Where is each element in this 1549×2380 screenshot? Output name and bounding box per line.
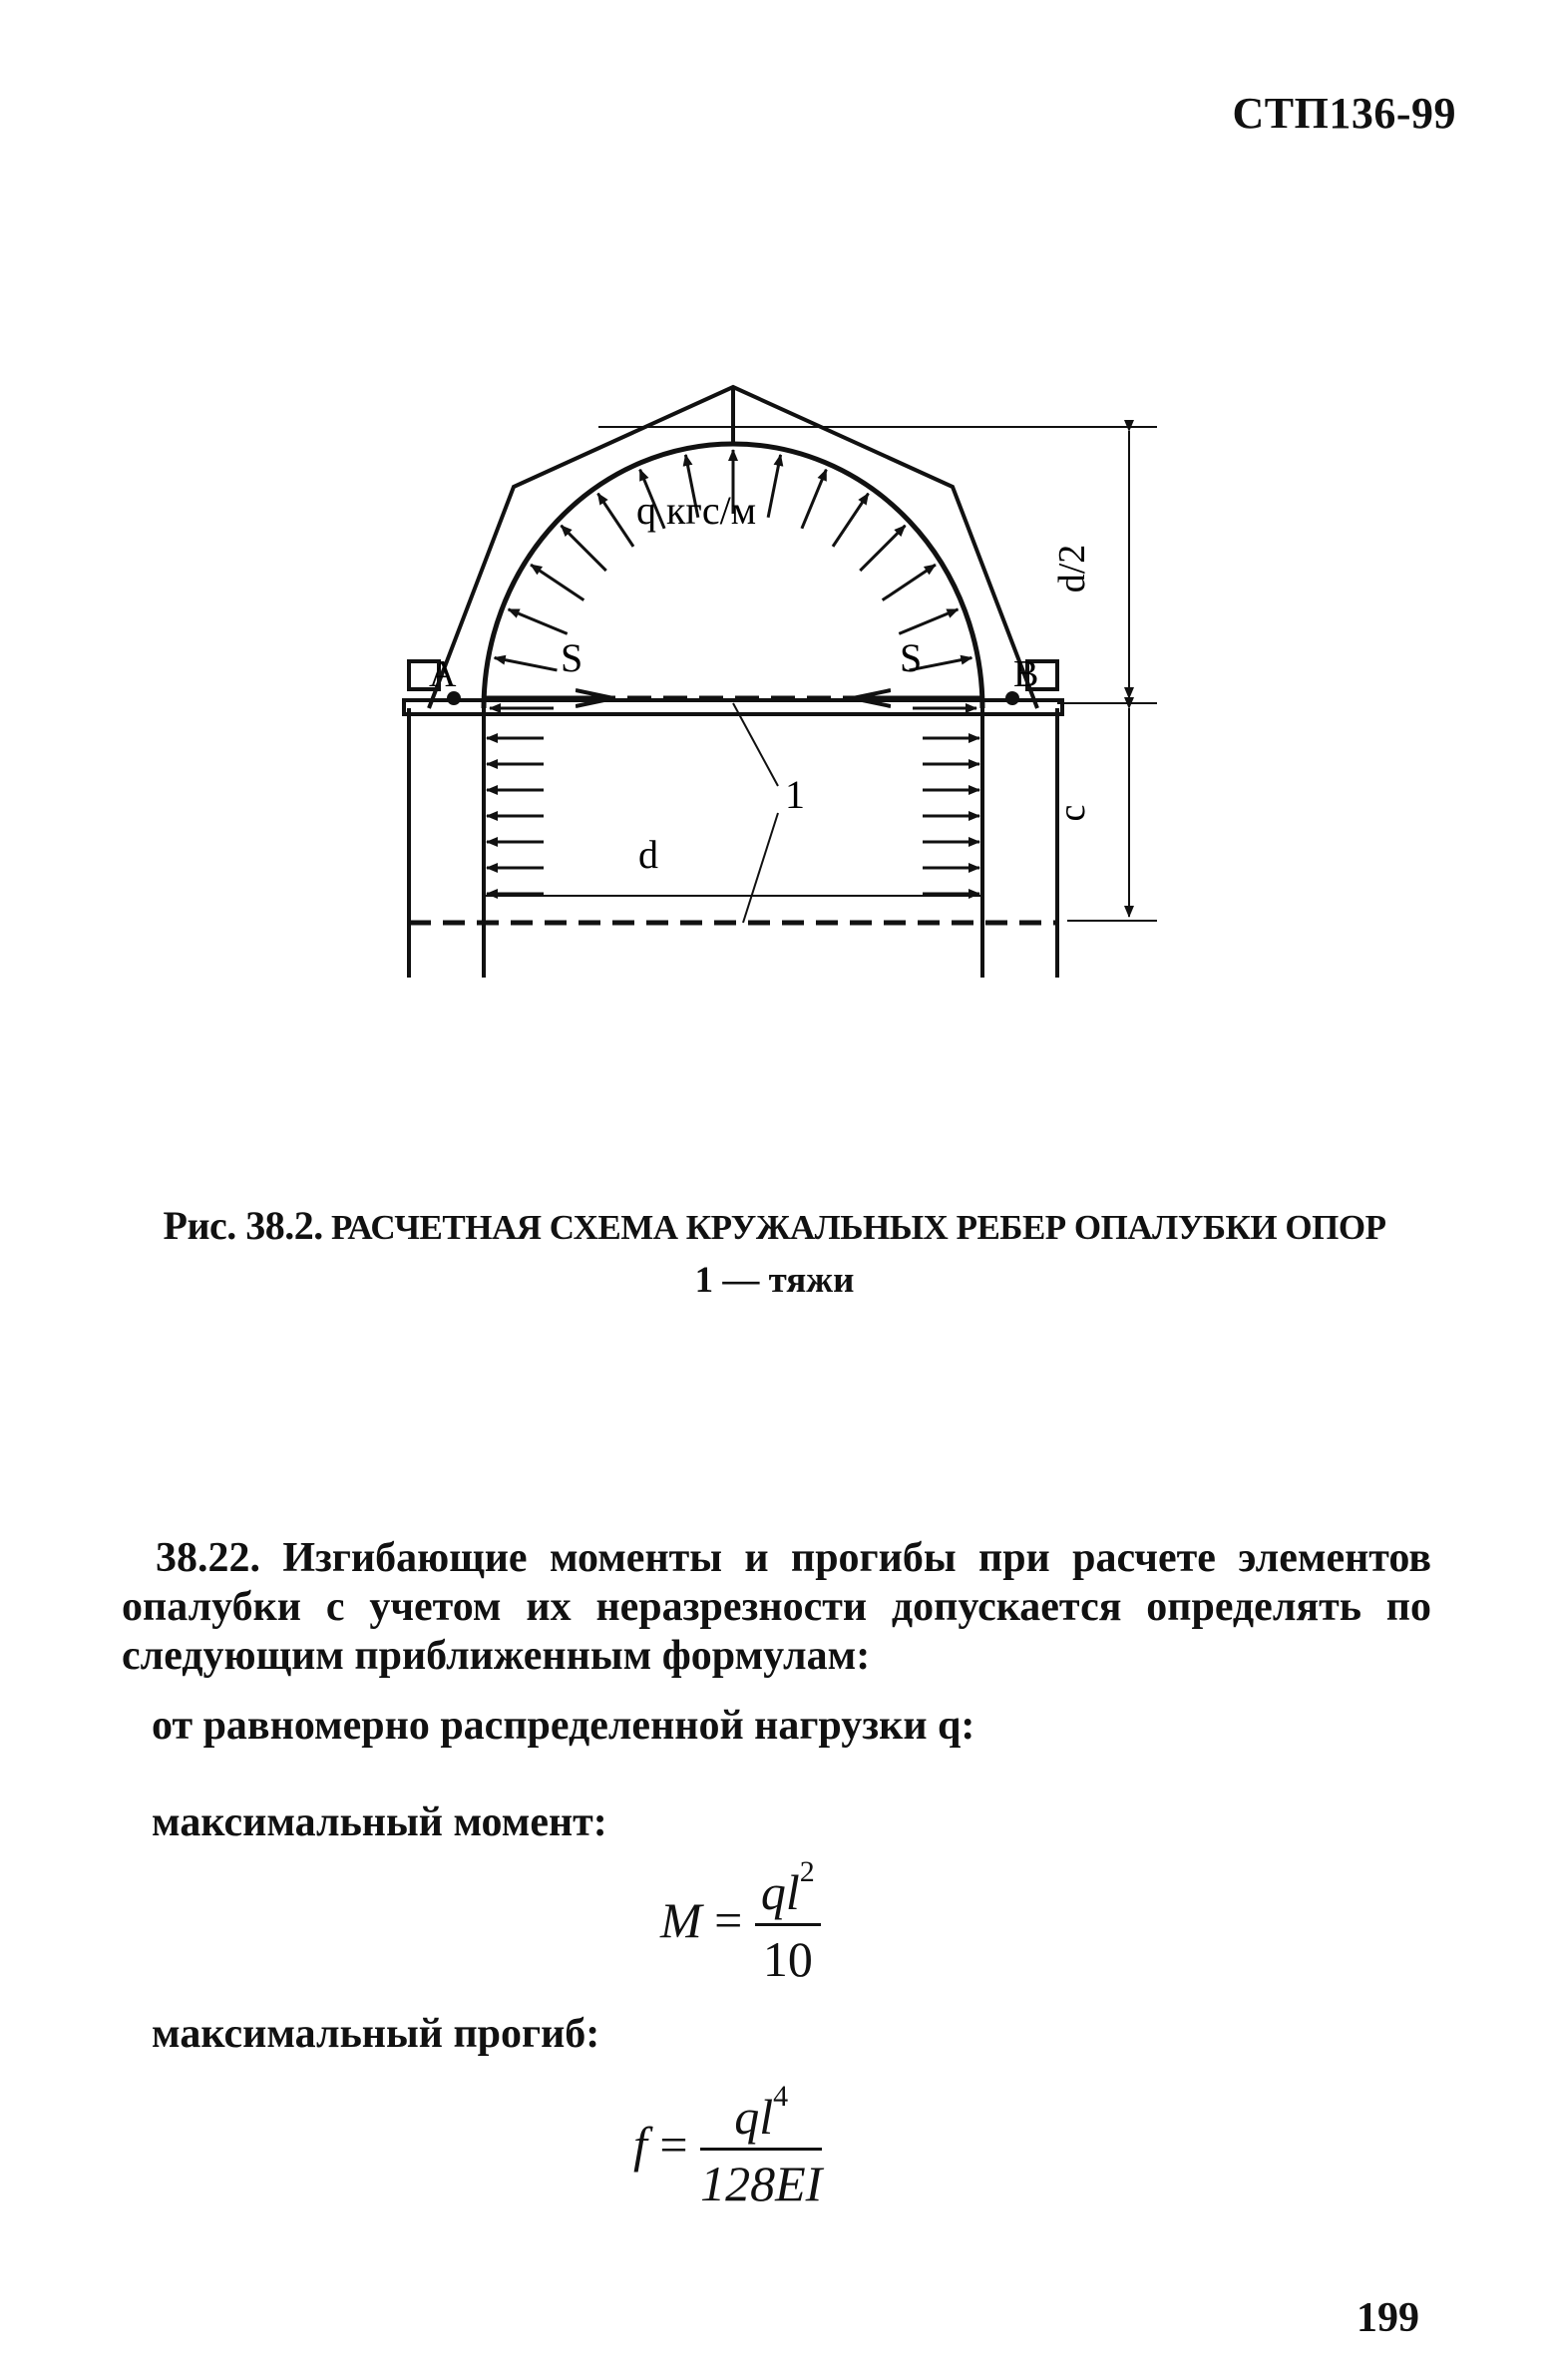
deflection-formula bbox=[633, 2080, 823, 2212]
left-post bbox=[409, 661, 484, 978]
label-force-right: S bbox=[900, 635, 923, 680]
label-height-c: c bbox=[1051, 804, 1093, 822]
label-load: q кгс/м bbox=[636, 488, 757, 533]
label-force-left: S bbox=[561, 635, 583, 680]
arch-load-arrow bbox=[860, 526, 905, 571]
tie-callout-leader-2 bbox=[743, 813, 778, 923]
arch-load-arrow bbox=[561, 526, 605, 571]
caption-figure-number: Рис. 38.2. bbox=[163, 1203, 323, 1248]
arch-load-arrow bbox=[531, 565, 583, 600]
arch-load-arrow bbox=[509, 609, 568, 633]
deflection-lhs: f bbox=[633, 2116, 647, 2173]
moment-formula bbox=[660, 1855, 821, 1988]
label-point-b: B bbox=[1013, 653, 1039, 695]
label-span: d bbox=[638, 832, 658, 877]
page-number: 199 bbox=[1356, 2295, 1419, 2341]
formwork-diagram bbox=[389, 369, 1177, 988]
arch-load-arrow bbox=[768, 455, 780, 518]
wall-load-arrows bbox=[487, 738, 979, 894]
label-tie-callout: 1 bbox=[785, 772, 805, 817]
arch-outer-truss bbox=[429, 387, 1037, 708]
figure-caption bbox=[0, 1202, 1549, 1302]
label-half-span: d/2 bbox=[1051, 544, 1093, 594]
arch-load-arrow bbox=[495, 657, 558, 669]
moment-fraction bbox=[755, 1855, 821, 1988]
paragraph-38-22 bbox=[0, 1534, 1549, 1681]
deflection-fraction bbox=[700, 2080, 823, 2212]
paragraph-text: 38.22. Изгибающие моменты и прогибы при расчете элементов опалубки с учетом их неразрезности допускается определять по следующим приближенным формулам: bbox=[122, 1535, 1431, 1679]
arch-load-arrow bbox=[802, 470, 826, 529]
label-point-a: A bbox=[429, 653, 457, 695]
deflection-denominator: 128EI bbox=[700, 2156, 823, 2211]
right-post bbox=[982, 661, 1057, 978]
moment-numerator: ql bbox=[760, 1864, 800, 1920]
document-code: СТП136-99 bbox=[1232, 89, 1456, 138]
deflection-numerator: ql bbox=[734, 2089, 774, 2145]
deflection-label: максимальный прогиб: bbox=[152, 2011, 600, 2057]
load-type-line: от равномерно распределенной нагрузки q: bbox=[152, 1703, 975, 1749]
moment-label: максимальный момент: bbox=[152, 1799, 607, 1845]
deflection-exponent: 4 bbox=[773, 2080, 789, 2113]
caption-title: РАСЧЕТНАЯ СХЕМА КРУЖАЛЬНЫХ РЕБЕР ОПАЛУБКИ ОПОР bbox=[331, 1208, 1386, 1247]
arch-load-arrow bbox=[597, 494, 633, 547]
arch-load-arrow bbox=[883, 565, 936, 600]
moment-lhs: M bbox=[660, 1891, 702, 1948]
deflection-equals: = bbox=[659, 2116, 688, 2173]
arch-load-arrow bbox=[899, 609, 958, 633]
arch-load-arrow bbox=[833, 494, 869, 547]
moment-equals: = bbox=[714, 1891, 743, 1948]
caption-legend: 1 — тяжи bbox=[694, 1260, 855, 1301]
moment-exponent: 2 bbox=[799, 1855, 815, 1888]
moment-denominator: 10 bbox=[762, 1931, 813, 1987]
